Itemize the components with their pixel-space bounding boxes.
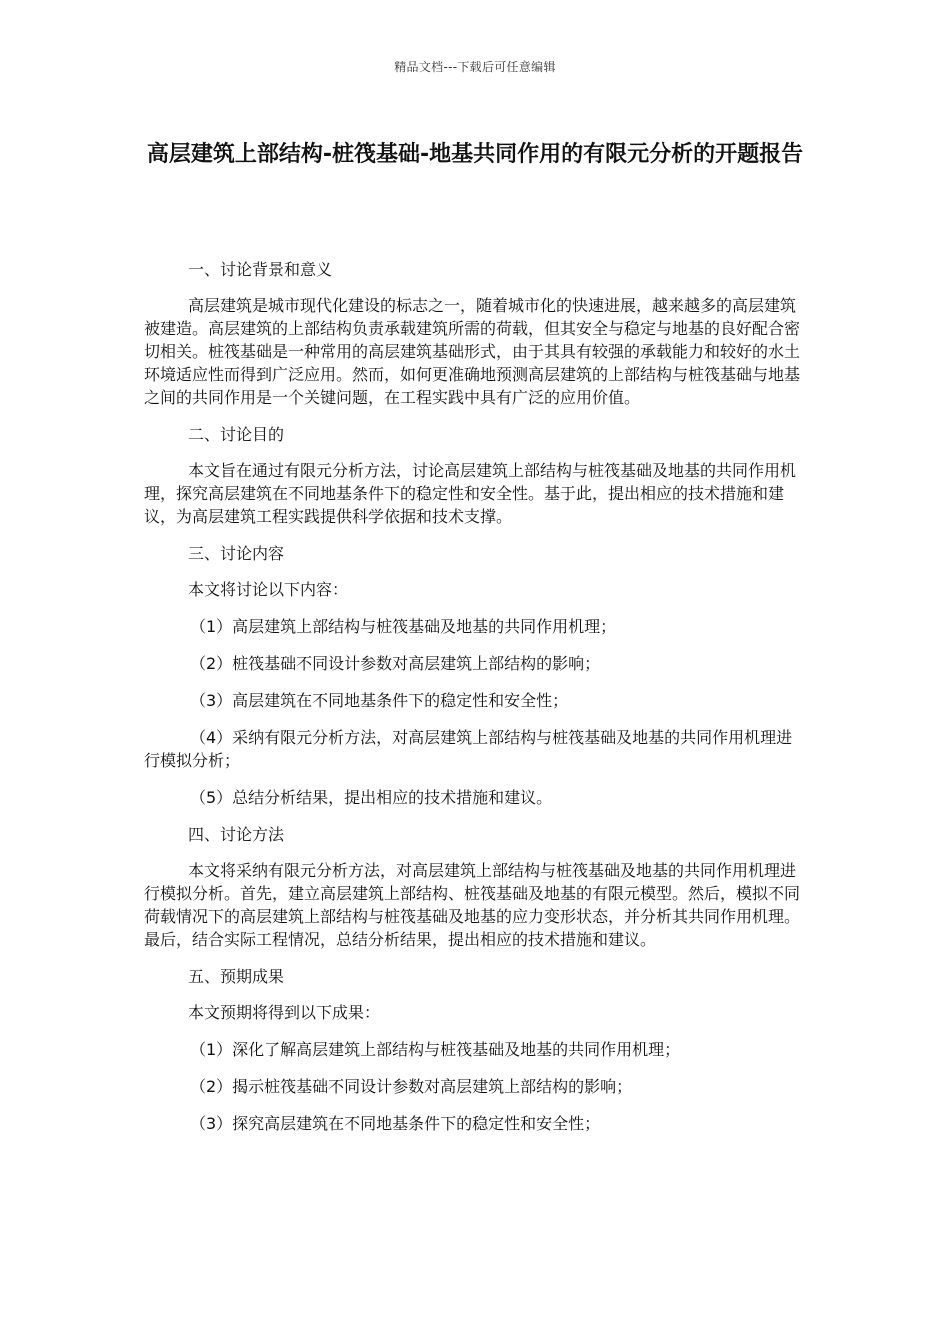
list-item: （1）高层建筑上部结构与桩筏基础及地基的共同作用机理； — [190, 617, 617, 636]
header-note: 精品文档---下载后可任意编辑 — [394, 60, 556, 74]
list-item: （1）深化了解高层建筑上部结构与桩筏基础及地基的共同作用机理； — [190, 1040, 681, 1059]
list-item: （4）采纳有限元分析方法，对高层建筑上部结构与桩筏基础及地基的共同作用机理进行模拟分析； — [144, 728, 793, 770]
paragraph-outcomes-intro: 本文预期将得到以下成果： — [188, 1003, 381, 1022]
paragraph-content-intro: 本文将讨论以下内容： — [188, 580, 349, 599]
list-item: （3）探究高层建筑在不同地基条件下的稳定性和安全性； — [190, 1114, 601, 1133]
list-item: （5）总结分析结果，提出相应的技术措施和建议。 — [190, 788, 553, 807]
list-item: （2）揭示桩筏基础不同设计参数对高层建筑上部结构的影响； — [190, 1077, 633, 1096]
list-item: （2）桩筏基础不同设计参数对高层建筑上部结构的影响； — [190, 654, 601, 673]
section-heading-purpose: 二、讨论目的 — [188, 425, 285, 444]
paragraph-method: 本文将采纳有限元分析方法，对高层建筑上部结构与桩筏基础及地基的共同作用机理进行模拟分析。首先，建立高层建筑上部结构、桩筏基础及地基的有限元模型。然后，模拟不同荷载情况下的高层建筑上部结构与桩筏基础及地基的应力变形状态，并分析其共同作用机理。最后，结合实际工程情况，总结分析结果，提出相应的技术措施和建议。 — [144, 861, 801, 949]
list-item: （3）高层建筑在不同地基条件下的稳定性和安全性； — [190, 691, 569, 710]
section-heading-content: 三、讨论内容 — [188, 544, 285, 563]
section-heading-outcomes: 五、预期成果 — [188, 967, 285, 986]
section-heading-method: 四、讨论方法 — [188, 825, 285, 844]
document-title: 高层建筑上部结构-桩筏基础-地基共同作用的有限元分析的开题报告 — [146, 142, 804, 167]
paragraph-purpose: 本文旨在通过有限元分析方法，讨论高层建筑上部结构与桩筏基础及地基的共同作用机理，探究高层建筑在不同地基条件下的稳定性和安全性。基于此，提出相应的技术措施和建议，为高层建筑工程实践提供科学依据和技术支撑。 — [144, 461, 797, 526]
section-heading-background: 一、讨论背景和意义 — [188, 260, 333, 279]
document-body — [144, 258, 804, 1149]
paragraph-background: 高层建筑是城市现代化建设的标志之一，随着城市化的快速进展，越来越多的高层建筑被建造。高层建筑的上部结构负责承载建筑所需的荷载，但其安全与稳定与地基的良好配合密切相关。桩筏基础是一种常用的高层建筑基础形式，由于其具有较强的承载能力和较好的水土环境适应性而得到广泛应用。然而，如何更准确地预测高层建筑的上部结构与桩筏基础与地基之间的共同作用是一个关键问题，在工程实践中具有广泛的应用价值。 — [144, 296, 801, 407]
